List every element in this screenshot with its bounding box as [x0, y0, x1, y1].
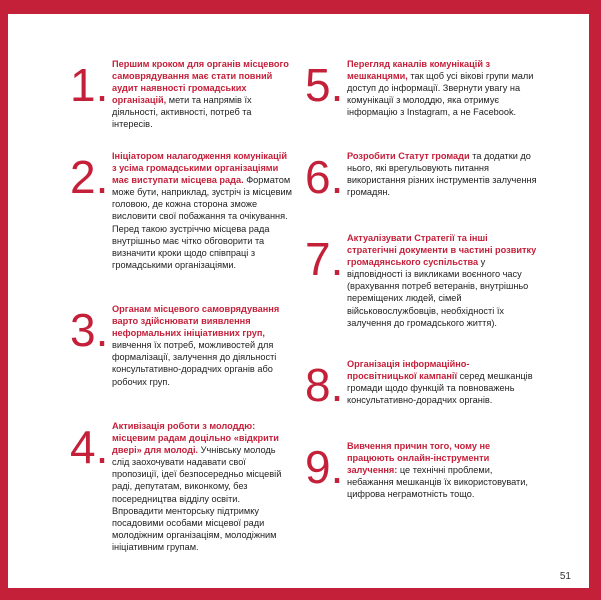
item-text [347, 358, 539, 406]
item-text [347, 232, 539, 329]
item-body: вивчення їх потреб, можливостей для формалізації, залучення до діяльності консультативно-дорадчих органів або робочих груп. [112, 340, 277, 387]
item-number: 6. [305, 151, 344, 203]
list-item-6 [305, 150, 540, 203]
list-item-4 [70, 420, 292, 553]
item-highlight: Активізація роботи з молоддю: місцевим радам доцільно «відкрити двері» для молоді. [112, 421, 279, 456]
item-body: серед мешканців громади щодо функцій та повноважень консультативно-дорадчих органів. [347, 371, 533, 406]
list-item-5 [305, 58, 540, 118]
item-number: 4. [70, 421, 109, 473]
item-body: Учнівську молодь слід заохочувати надавати свої пропозиції, ідеї безпосередньо місцевій раді, депутатам, виконкому, без посередництва відділу освіти. Впровадити менторську підтримку посадовими особами місцевої ради молодіжним організаціям, молодіжним ініціативним групам. [112, 445, 282, 552]
list-item-8 [305, 358, 540, 411]
item-body: Форматом може бути, наприклад, зустріч із місцевим головою, де кожна сторона зможе висловити свої побажання та очікування. Перед такою зустріччю місцева рада внутрішньо має чітко обговорити та визначити кроки щодо співпраці з громадськими організаціями. [112, 175, 292, 270]
item-highlight: Органам місцевого самоврядування варто здійснювати виявлення неформальних ініціативних груп, [112, 304, 280, 339]
item-highlight: Перегляд каналів комунікацій з мешканцями, [347, 59, 491, 82]
item-body: мети та напрямів їх діяльності, активності, потреб та інтересів. [112, 95, 252, 130]
item-number: 5. [305, 59, 344, 111]
list-item-3 [70, 303, 292, 388]
item-number: 3. [70, 304, 109, 356]
item-body: у відповідності із викликами воєнного часу (врахування потреб ветеранів, внутрішньо переміщених людей, сімей військовослужбовців, необхідності їх залучення до громадського життя). [347, 257, 529, 328]
item-highlight: Організація інформаційно-просвітницької кампанії [347, 359, 470, 382]
item-highlight: Актуалізувати Стратегії та інші стратегічні документи в частині розвитку громадянського суспільства [347, 233, 537, 268]
item-text [347, 440, 539, 500]
item-number: 7. [305, 233, 344, 285]
item-highlight: Розробити Статут громади [347, 151, 470, 161]
item-text [112, 420, 292, 553]
item-number: 9. [305, 441, 344, 493]
item-body: так щоб усі вікові групи мали доступ до інформації. Звернути увагу на комунікації з молоддю, яка отримує інформацію з Instagram, а не Facebook. [347, 71, 534, 118]
item-text [347, 150, 539, 198]
item-body: це технічні проблеми, небажання мешканців їх використовувати, цифрова неграмотність тощо. [347, 465, 528, 500]
list-item-1 [70, 58, 292, 131]
list-item-9 [305, 440, 540, 500]
item-number: 1. [70, 59, 109, 111]
item-highlight: Вивчення причин того, чому не працюють онлайн-інструменти залучення: [347, 441, 491, 476]
item-number: 8. [305, 359, 344, 411]
list-item-7 [305, 232, 540, 329]
item-text [112, 150, 292, 271]
item-body: та додатки до нього, які врегульовують питання використання різних інструментів залучення громадян. [347, 151, 537, 198]
page-number: 51 [559, 571, 571, 582]
item-text [112, 58, 292, 131]
item-highlight: Першим кроком для органів місцевого самоврядування має стати повний аудит наявності громадських організацій, [112, 59, 289, 106]
item-highlight: Ініціатором налагодження комунікацій з усіма громадськими організаціями має виступати місцева рада. [112, 151, 287, 186]
list-item-2 [70, 150, 292, 271]
item-text [112, 303, 292, 388]
item-text [347, 58, 539, 118]
item-number: 2. [70, 151, 109, 203]
